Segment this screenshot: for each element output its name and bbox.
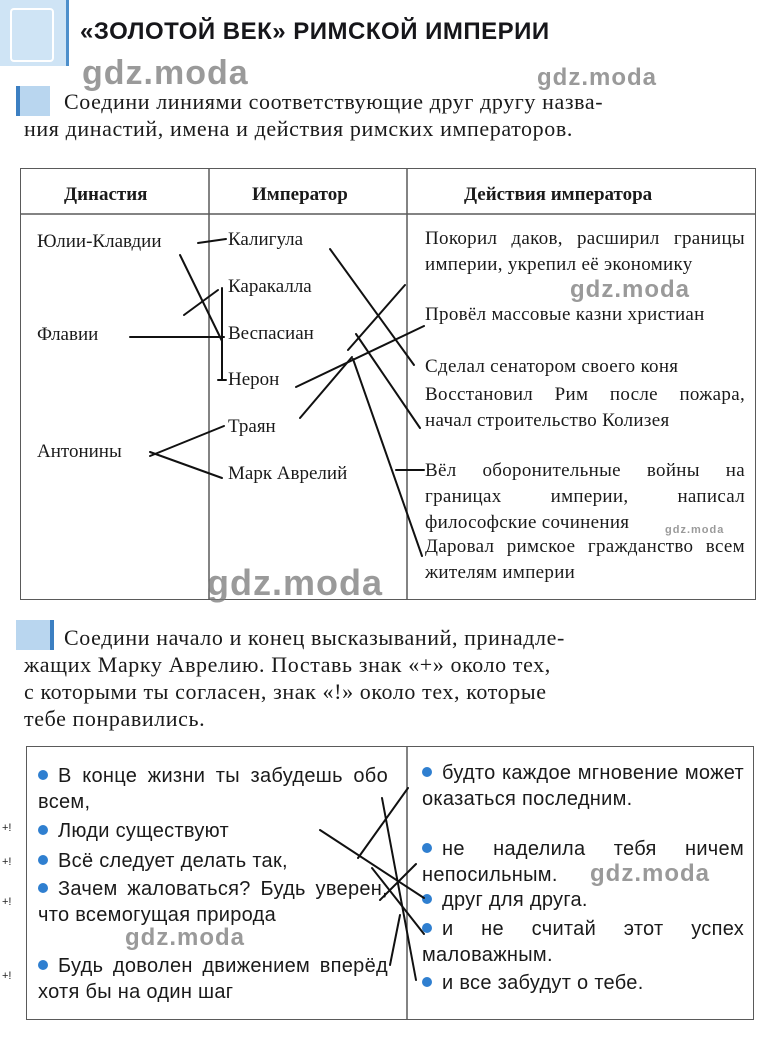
dynasty-julio-claudian: Юлии-Клавдии	[37, 231, 162, 252]
emperor-vespasian: Веспасиан	[228, 323, 314, 344]
task2-prompt-line: жащих Марку Аврелию. Поставь знак «+» около тех,	[24, 652, 551, 677]
watermark: gdz.moda	[665, 524, 725, 536]
emperor-marcus-aurelius: Марк Аврелий	[228, 463, 348, 484]
action-item: Вёл оборонительные войны на границах империи, написал философские сочинения	[425, 460, 745, 533]
quote-start-text: Будь доволен движением вперёд хотя бы на один шаг	[38, 955, 388, 1003]
action-item: Провёл массовые казни христиан	[425, 304, 705, 325]
emperor-caligula: Калигула	[228, 229, 304, 250]
margin-mark: +!	[2, 970, 12, 982]
emperor-caracalla: Каракалла	[228, 276, 312, 297]
column-header-emperor: Император	[252, 184, 348, 205]
action-item: Даровал римское гражданство всем жителям империи	[425, 536, 745, 583]
quote-end-text: не наделила тебя ничем непосильным.	[422, 838, 744, 886]
quote-end-text: и все забудут о тебе.	[442, 972, 644, 994]
quote-start-text: Люди существуют	[58, 820, 230, 842]
task2-prompt-line: с которыми ты согласен, знак «!» около тех, которые	[24, 679, 547, 704]
watermark: gdz.moda	[207, 562, 383, 603]
dynasty-flavian: Флавии	[37, 324, 99, 345]
quote-start-text: В конце жизни ты забудешь обо всем,	[38, 765, 388, 813]
page-title: «ЗОЛОТОЙ ВЕК» РИМСКОЙ ИМПЕРИИ	[80, 18, 550, 45]
quote-end-text: и не считай этот успех маловажным.	[422, 918, 744, 966]
watermark: gdz.moda	[537, 64, 657, 91]
task2-prompt-line: Соедини начало и конец высказываний, принадле-	[64, 625, 565, 650]
margin-mark: +!	[2, 822, 12, 834]
emperor-nero: Нерон	[228, 369, 280, 390]
dynasty-antonine: Антонины	[37, 441, 122, 462]
quote-start-text: Зачем жаловаться? Будь уверен, что всемогущая природа	[38, 878, 388, 926]
margin-mark: +!	[2, 856, 12, 868]
quote-end-text: будто каждое мгновение может оказаться последним.	[422, 762, 744, 810]
watermark: gdz.moda	[82, 54, 249, 92]
margin-mark: +!	[2, 896, 12, 908]
action-item: Восстановил Рим после пожара, начал строительство Колизея	[425, 384, 745, 431]
action-item: Покорил даков, расширил границы империи, укрепил её экономику	[425, 228, 745, 275]
action-item: Сделал сенатором своего коня	[425, 356, 679, 377]
watermark: gdz.moda	[125, 924, 245, 951]
column-header-dynasty: Династия	[64, 184, 148, 205]
watermark: gdz.moda	[570, 276, 690, 303]
task2-prompt-line: тебе понравились.	[24, 706, 206, 731]
quote-start-text: Всё следует делать так,	[58, 850, 288, 872]
emperor-trajan: Траян	[228, 416, 276, 437]
task1-prompt-line: Соедини линиями соответствующие друг другу назва-	[64, 89, 604, 114]
column-header-actions: Действия императора	[464, 184, 653, 205]
quote-end-text: друг для друга.	[442, 889, 588, 911]
task1-prompt-line: ния династий, имена и действия римских императоров.	[24, 116, 573, 141]
watermark: gdz.moda	[590, 860, 710, 887]
